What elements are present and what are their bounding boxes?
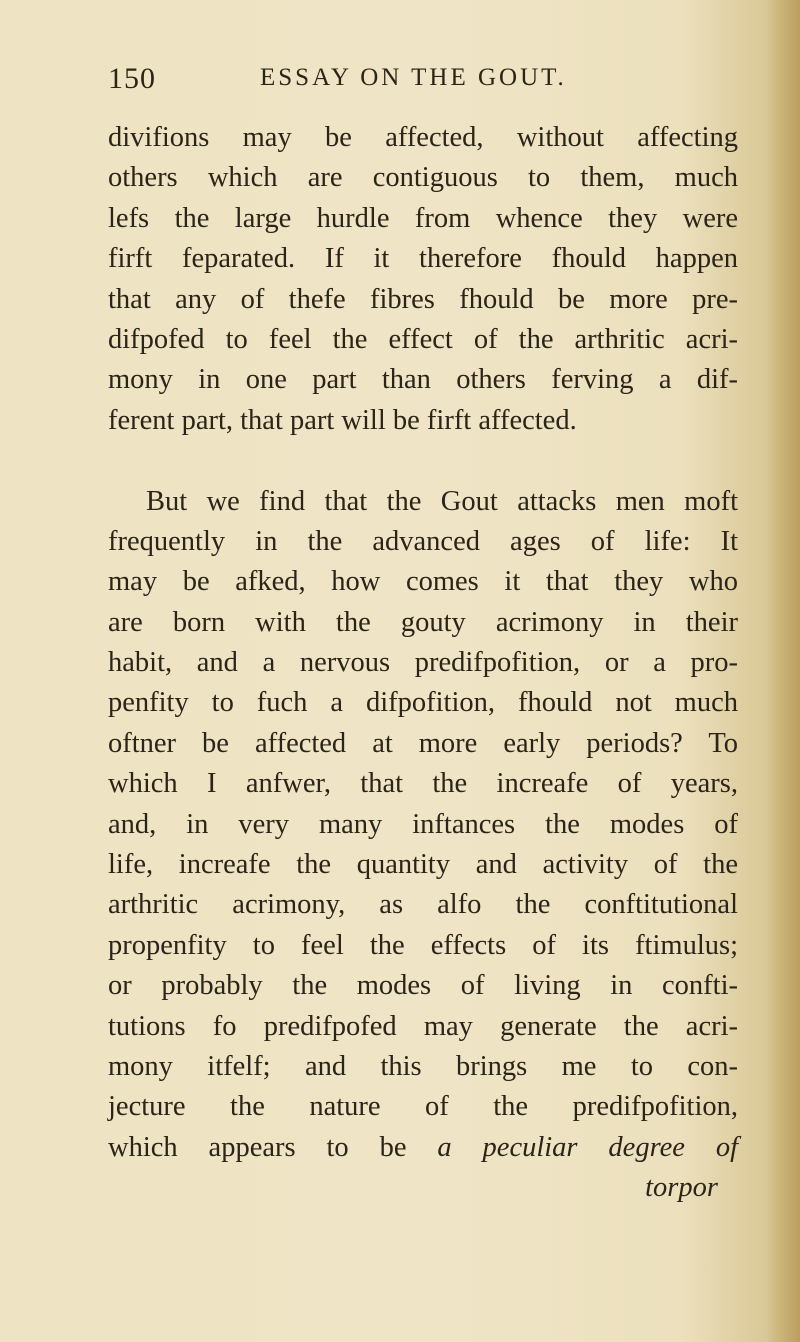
text-line: But we find that the Gout attacks men moft [146, 485, 738, 517]
paragraph-break [108, 441, 738, 481]
text-line: frequently in the advanced ages of life: It [108, 525, 738, 557]
text-line: which I anfwer, that the increafe of years, [108, 768, 738, 800]
running-title: ESSAY ON THE GOUT. [260, 64, 567, 91]
text-line: are born with the gouty acrimony in their [108, 606, 738, 638]
text-line: others which are contiguous to them, much [108, 162, 738, 194]
text-line: and, in very many inftances the modes of [108, 808, 738, 840]
page-number: 150 [108, 62, 156, 95]
page-edge-shadow [766, 0, 800, 1342]
text-line: difpofed to feel the effect of the arthritic acri- [108, 323, 738, 355]
text-line [108, 1128, 738, 1168]
text-span: which appears to be [108, 1131, 438, 1163]
text-line: that any of thefe fibres fhould be more pre- [108, 283, 738, 315]
text-line: ferent part, that part will be firft affected. [108, 404, 577, 436]
text-line: propenfity to feel the effects of its ftimulus; [108, 929, 738, 961]
catchword: torpor [645, 1172, 718, 1204]
text-line: penfity to fuch a difpofition, fhould not much [108, 687, 738, 719]
text-line: lefs the large hurdle from whence they were [108, 202, 738, 234]
text-line: arthritic acrimony, as alfo the conftitutional [108, 889, 738, 921]
text-line: or probably the modes of living in confti- [108, 970, 738, 1002]
text-line: oftner be affected at more early periods? To [108, 727, 738, 759]
italic-phrase: a peculiar degree of [437, 1131, 738, 1163]
text-line: divifions may be affected, without affecting [108, 122, 738, 153]
body-text [108, 118, 738, 1209]
text-line: may be afked, how comes it that they who [108, 566, 738, 598]
text-line: habit, and a nervous predifpofition, or a pro- [108, 647, 738, 679]
text-line: jecture the nature of the predifpofition, [108, 1091, 738, 1123]
text-line: mony itfelf; and this brings me to con- [108, 1050, 738, 1082]
page-header [108, 62, 728, 102]
text-line: tutions fo predifpofed may generate the acri- [108, 1010, 738, 1042]
text-line: mony in one part than others ferving a dif- [108, 364, 738, 396]
text-line: life, increafe the quantity and activity of the [108, 849, 738, 881]
text-line: firft feparated. If it therefore fhould happen [108, 243, 738, 275]
